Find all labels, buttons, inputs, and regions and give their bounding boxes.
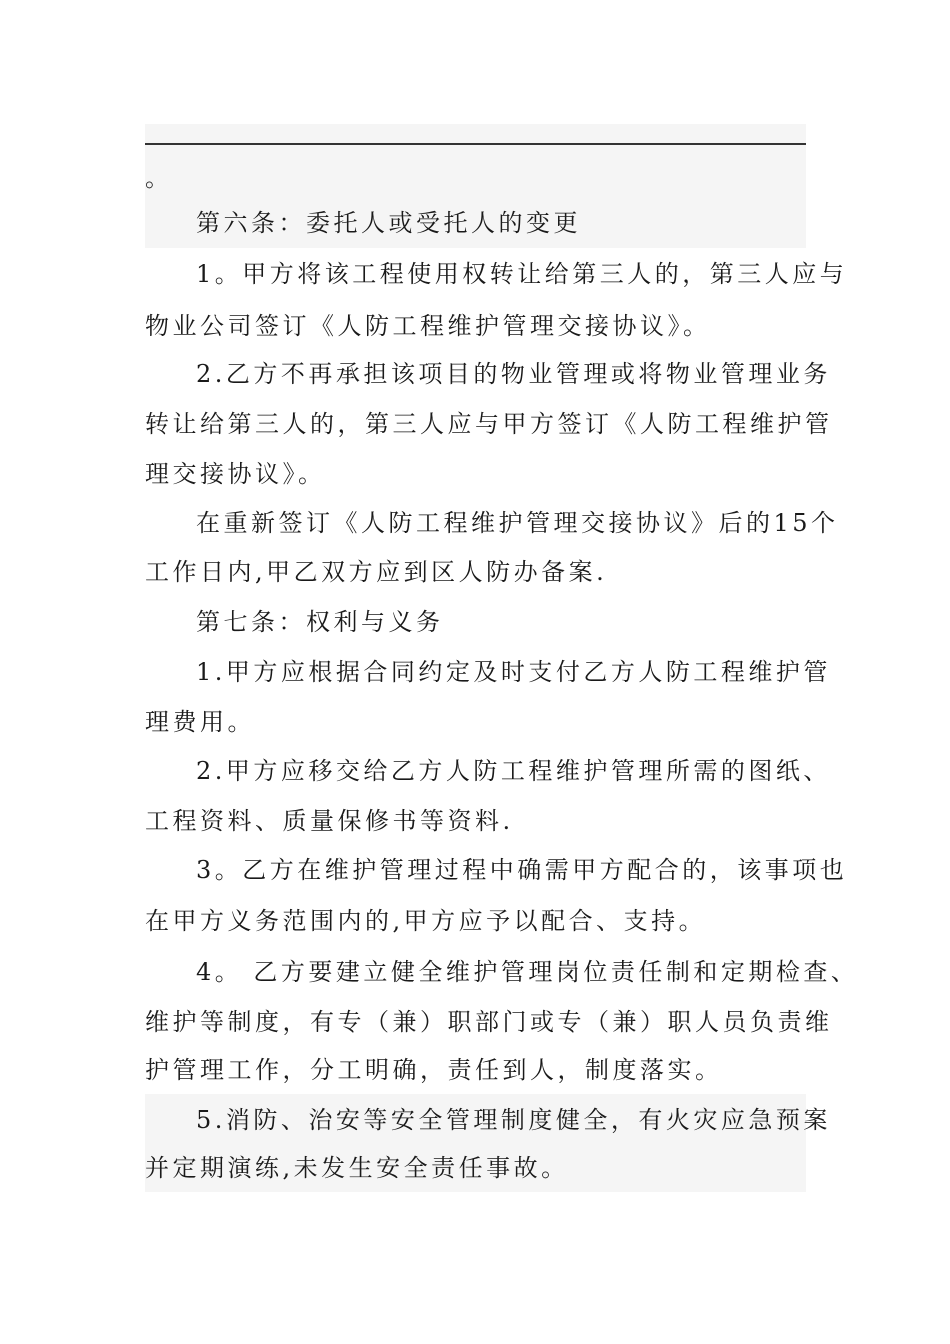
text-line: 1。甲方将该工程使用权转让给第三人的，第三人应与: [196, 260, 848, 288]
text-line: 1.甲方应根据合同约定及时支付乙方人防工程维护管: [196, 658, 831, 686]
text-line: 3。乙方在维护管理过程中确需甲方配合的，该事项也: [196, 856, 848, 884]
text-line: 维护等制度，有专（兼）职部门或专（兼）职人员负责维: [145, 1008, 833, 1036]
section-heading: 第六条：委托人或受托人的变更: [196, 209, 581, 237]
text-line: 工程资料、质量保修书等资料.: [145, 807, 514, 835]
text-line: 在甲方义务范围内的,甲方应予以配合、支持。: [145, 907, 707, 935]
text-line: 理费用。: [145, 708, 255, 736]
text-line: 在重新签订《人防工程维护管理交接协议》后的15个: [196, 509, 839, 537]
header-rule: [145, 143, 806, 145]
text-line: 。: [145, 164, 173, 192]
text-line: 理交接协议》。: [145, 460, 326, 488]
text-line: 2.乙方不再承担该项目的物业管理或将物业管理业务: [196, 360, 831, 388]
text-line: 5.消防、治安等安全管理制度健全，有火灾应急预案: [196, 1106, 831, 1134]
text-line: 工作日内,甲乙双方应到区人防办备案.: [145, 558, 608, 586]
text-line: 物业公司签订《人防工程维护管理交接协议》。: [145, 312, 711, 340]
text-line: 4。 乙方要建立健全维护管理岗位责任制和定期检查、: [196, 958, 859, 986]
text-line: 2.甲方应移交给乙方人防工程维护管理所需的图纸、: [196, 757, 831, 785]
text-line: 并定期演练,未发生安全责任事故。: [145, 1154, 569, 1182]
text-line: 转让给第三人的，第三人应与甲方签订《人防工程维护管: [145, 410, 833, 438]
text-line: 护管理工作，分工明确，责任到人，制度落实。: [145, 1056, 723, 1084]
section-heading: 第七条：权利与义务: [196, 608, 444, 636]
